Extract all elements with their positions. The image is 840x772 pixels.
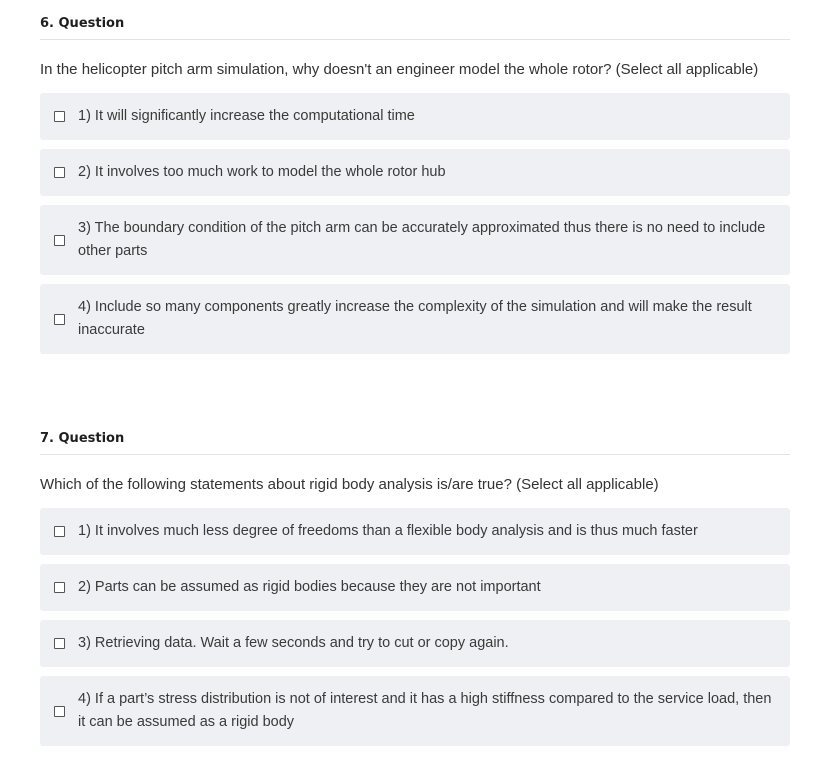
answer-option-4[interactable] <box>40 284 790 354</box>
question-title: 7. Question <box>40 431 790 455</box>
checkbox[interactable] <box>54 638 65 649</box>
checkbox[interactable] <box>54 706 65 717</box>
checkbox[interactable] <box>54 526 65 537</box>
option-label: 4) Include so many components greatly increase the complexity of the simulation and will make the result inaccurate <box>78 299 752 338</box>
question-7 <box>40 431 790 755</box>
checkbox[interactable] <box>54 314 65 325</box>
checkbox[interactable] <box>54 582 65 593</box>
option-label: 1) It involves much less degree of freedoms than a flexible body analysis and is thus much faster <box>78 523 698 539</box>
answer-option-3[interactable] <box>40 205 790 275</box>
answer-option-1[interactable] <box>40 508 790 555</box>
question-6 <box>40 16 790 363</box>
answer-option-3[interactable] <box>40 620 790 667</box>
option-label: 2) It involves too much work to model the whole rotor hub <box>78 164 446 180</box>
checkbox[interactable] <box>54 235 65 246</box>
option-label: 3) The boundary condition of the pitch arm can be accurately approximated thus there is no need to include other parts <box>78 220 766 259</box>
question-text: In the helicopter pitch arm simulation, why doesn't an engineer model the whole rotor? (Select all applicable) <box>40 61 759 78</box>
question-title: 6. Question <box>40 16 790 40</box>
option-label: 3) Retrieving data. Wait a few seconds and try to cut or copy again. <box>78 635 509 651</box>
question-text: Which of the following statements about rigid body analysis is/are true? (Select all applicable) <box>40 476 659 493</box>
answer-option-2[interactable] <box>40 149 790 196</box>
option-label: 1) It will significantly increase the computational time <box>78 108 415 124</box>
checkbox[interactable] <box>54 111 65 122</box>
answer-option-4[interactable] <box>40 676 790 746</box>
option-label: 2) Parts can be assumed as rigid bodies because they are not important <box>78 579 541 595</box>
answer-option-2[interactable] <box>40 564 790 611</box>
checkbox[interactable] <box>54 167 65 178</box>
answer-option-1[interactable] <box>40 93 790 140</box>
option-label: 4) If a part’s stress distribution is not of interest and it has a high stiffness compared to the service load, then it can be assumed as a rigid body <box>78 691 772 730</box>
